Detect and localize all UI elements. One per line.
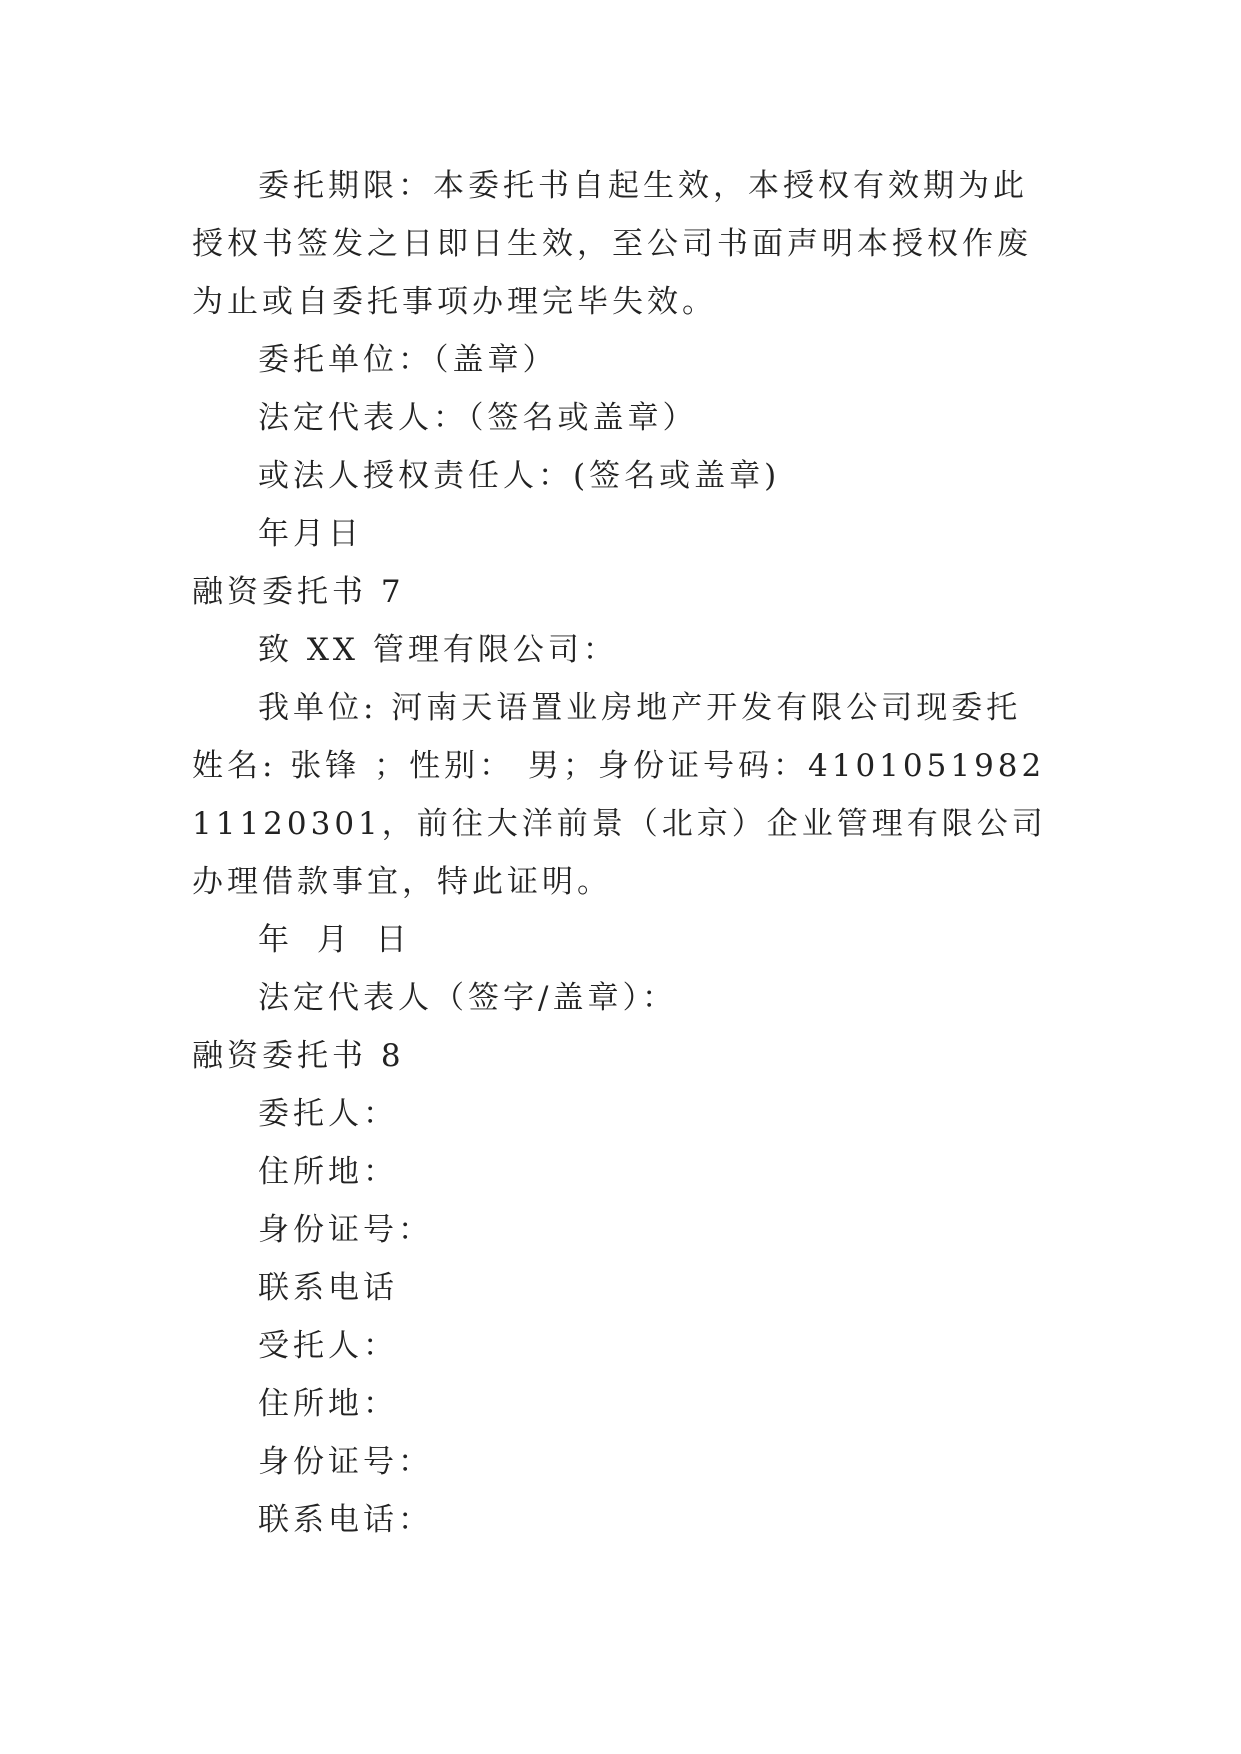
paragraph-signature: 法定代表人（签字/盖章）：: [258, 980, 677, 1016]
paragraph-entrusting-unit: 委托单位：（盖章）: [258, 342, 558, 378]
field-principal-phone: 联系电话: [258, 1270, 398, 1306]
section-heading-8: 融资委托书 8: [192, 1038, 405, 1074]
field-agent-id: 身份证号：: [258, 1444, 433, 1480]
paragraph-term: 委托期限：本委托书自起生效，本授权有效期为此授权书签发之日即日生效，至公司书面声明本授权作废为止或自委托事项办理完毕失效。: [192, 168, 1032, 320]
field-agent-phone: 联系电话：: [258, 1502, 433, 1538]
paragraph-legal-representative: 法定代表人：（签名或盖章）: [258, 400, 698, 436]
field-agent: 受托人：: [258, 1328, 398, 1364]
document-body: [192, 157, 1052, 1549]
section-heading-7: 融资委托书 7: [192, 574, 405, 610]
field-principal: 委托人：: [258, 1096, 398, 1132]
field-principal-address: 住所地：: [258, 1154, 398, 1190]
paragraph-authorized-person: 或法人授权责任人：(签名或盖章): [258, 458, 781, 494]
paragraph-date-spaced: 年 月 日: [258, 922, 411, 958]
paragraph-addressee: 致 XX 管理有限公司：: [258, 632, 618, 668]
paragraph-statement: 我单位: 河南天语置业房地产开发有限公司现委托姓名: 张锋 ；性别： 男；身份证号码：410105198211120301，前往大洋前景（北京）企业管理有限公司 办理借款事宜，特此证明。: [192, 690, 1047, 900]
field-principal-id: 身份证号：: [258, 1212, 433, 1248]
paragraph-date: 年月日: [258, 516, 363, 552]
field-agent-address: 住所地：: [258, 1386, 398, 1422]
